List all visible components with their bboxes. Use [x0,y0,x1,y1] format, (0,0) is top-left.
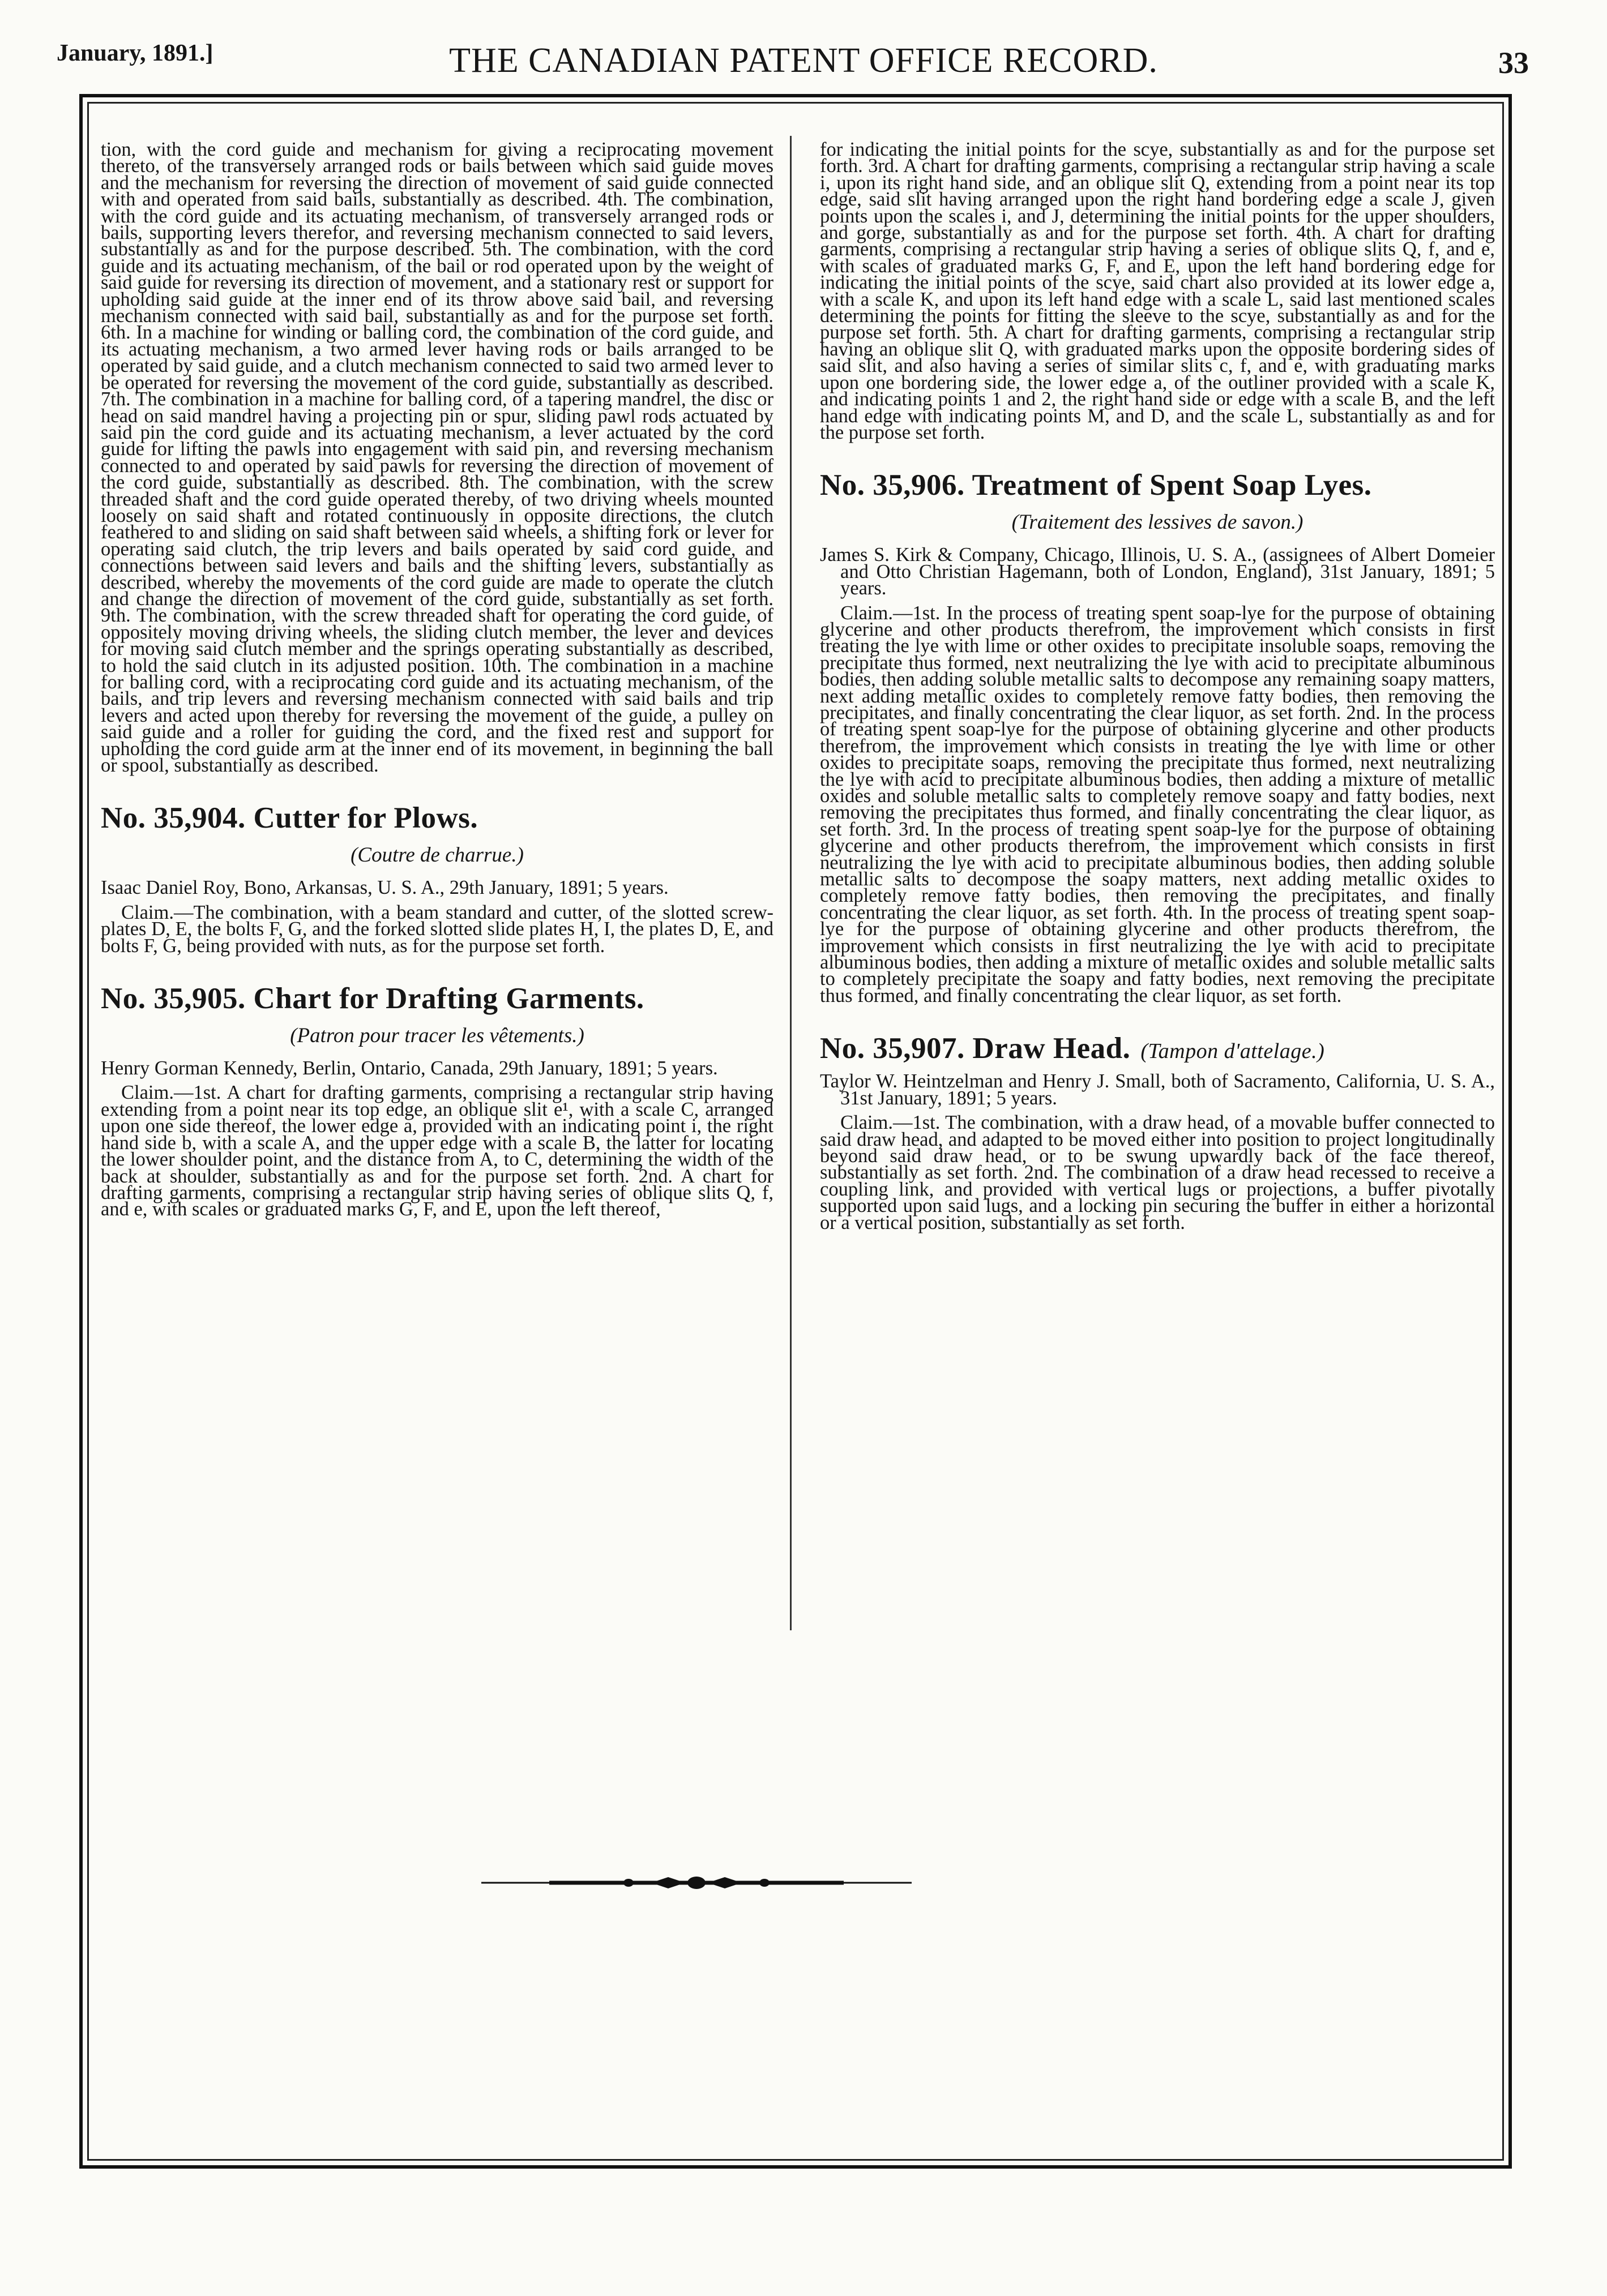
patent-entry-35904 [101,801,773,957]
entry-claim: Claim.—1st. The combination, with a draw head, of a movable buffer connected to said draw head, and adapted to be moved either into position to project longitudinally beyond said draw head, or to be swung upwardly back of the face thereof, substantially as set forth. 2nd. The combination of a draw head recessed to receive a coupling link, and provided with vertical lugs or projections, a buffer pivotally supported upon said lugs, and a locking pin securing the buffer in either a horizontal or a vertical position, substantially as set forth. [820,1112,1495,1233]
page-number: 33 [1498,46,1529,80]
entry-inventor: Taylor W. Heintzelman and Henry J. Small, both of Sacramento, California, U. S. A., 31st January, 1891; 5 years. [820,1070,1495,1109]
ornament-divider-icon [481,1871,912,1894]
entry-french-title: (Tampon d'attelage.) [1140,1039,1325,1064]
entry-claim: Claim.—1st. In the process of treating spent soap-lye for the purpose of obtaining glycerine and other products therefrom, the improvement which consists in first treating the lye with lime or other oxides to precipitate insoluble soaps, removing the precipitate thus formed, next neutralizing the lye with acid to precipitate albuminous bodies, then adding soluble metallic salts to decompose any remaining soapy matters, next adding metallic oxides to completely remove fatty bodies, then removing the precipitates, and finally concentrating the clear liquor, as set forth. 2nd. In the process of treating spent soap-lye for the purpose of obtaining glycerine and other products therefrom, the improvement which consists in treating the lye with lime or other oxides to precipitate soaps, removing the precipitate thus formed, next neutralizing the lye with acid to precipitate albuminous bodies, then adding a mixture of metallic oxides and soluble metallic salts to completely remove soapy and fatty bodies, next removing the precipitates thus formed, and finally concentrating the clear liquor, as set forth. 3rd. In the process of treating spent soap-lye for the purpose of obtaining glycerine and other products therefrom, the improvement which consists in first neutralizing the lye with acid to precipitate albuminous bodies, then adding soluble metallic salts to decompose the soapy matters, next adding metallic oxides to completely remove fatty bodies, then removing the precipitates, and finally concentrating the clear liquor, as set forth. 4th. In the process of treating spent soap-lye for the purpose of obtaining glycerine and other products therefrom, the improvement which consists in first neutralizing the lye with acid to precipitate albuminous bodies, then adding a mixture of metallic oxides and soluble metallic salts to completely precipitate the soapy and fatty bodies, next removing the precipitate thus formed, and finally concentrating the clear liquor, as set forth. [820,602,1495,1006]
patent-entry-35906 [820,468,1495,1004]
patent-entry-35905 [101,982,773,1218]
entry-inventor: James S. Kirk & Company, Chicago, Illinois, U. S. A., (assignees of Albert Domeier and Otto Christian Hagemann, both of London, England), 31st January, 1891; 5 years. [820,544,1495,599]
entry-title-text: No. 35,907. Draw Head. [820,1032,1131,1065]
patent-entry-35907 [820,1031,1495,1231]
issue-date: January, 1891.] [57,40,213,66]
entry-claim: Claim.—The combination, with a beam standard and cutter, of the slotted screw-plates D, E, the bolts F, G, and the forked slotted slide plates H, I, the plates D, E, and bolts F, G, being provided with nuts, as for the purpose set forth. [101,901,773,957]
page-header [0,0,1607,85]
right-column [820,139,1495,1233]
entry-inventor: Isaac Daniel Roy, Bono, Arkansas, U. S. A., 29th January, 1891; 5 years. [101,877,669,899]
publication-title: THE CANADIAN PATENT OFFICE RECORD. [449,41,1158,80]
continuation-text: for indicating the initial points for the scye, substantially as and for the purpose set forth. 3rd. A chart for drafting garments, comprising a rectangular strip having a scale i, upon its right hand side, and an oblique slit Q, extending from a point near its top edge, said slit having arranged upon the right hand bordering edge a scale J, given points upon the scales i, and J, determining the initial points for the upper shoulders, and gorge, substantially as and for the purpose set forth. 4th. A chart for drafting garments, comprising a rectangular strip having a series of oblique slits Q, f, and e, with scales of graduated marks G, F, and E, upon the left hand bordering edge for indicating the initial points of the scye, said chart also provided at its lower edge a, with a scale K, and upon its left hand edge with a scale L, said last mentioned scales determining the points for fitting the sleeve to the scye, substantially as and for the purpose set forth. 5th. A chart for drafting garments, comprising a rectangular strip having an oblique slit Q, with graduated marks upon the opposite bordering sides of said slit, and also having a series of similar slits c, f, and e, with graduating marks upon one bordering side, the lower edge a, of the outliner provided with a scale K, and indicating points 1 and 2, the right hand side or edge with a scale B, and the left hand edge with indicating points M, and D, and the scale L, substantially as and for the purpose set forth. [820,139,1495,443]
entry-inventor: Henry Gorman Kennedy, Berlin, Ontario, Canada, 29th January, 1891; 5 years. [101,1057,718,1080]
entry-french-title: (Traitement des lessives de savon.) [1011,511,1303,534]
entry-claim: Claim.—1st. A chart for drafting garments, comprising a rectangular strip having extending from a point near its top edge, an oblique slit e¹, with a scale C, arranged upon one side thereof, the lower edge a, provided with an indicating point i, the right hand side b, with a scale A, and the upper edge with a scale B, the latter for locating the lower shoulder point, and the distance from A, to C, determining the width of the back at shoulder, substantially as and for the purpose set forth. 2nd. A chart for drafting garments, comprising a rectangular strip having series of oblique slits Q, f, and e, with scales or graduated marks G, F, and E, upon the left thereof, [101,1082,773,1220]
continuation-text: tion, with the cord guide and mechanism for giving a reciprocating movement thereto, of the transversely arranged rods or bails between which said guide moves and the mechanism for reversing the direction of movement of said guide connected with and operated from said bails, substantially as described. 4th. The combination, with the cord guide and its actuating mechanism, of transversely arranged rods or bails, supporting levers therefor, and reversing mechanism connected to said levers, substantially as and for the purpose described. 5th. The combination, with the cord guide and its actuating mechanism, of the bail or rod operated upon by the weight of said guide for reversing its direction of movement, and a stationary rest or support for upholding said guide at the inner end of its throw above said bail, and reversing mechanism connected with said bail, substantially as and for the purpose set forth. 6th. In a machine for winding or balling cord, the combination of the cord guide, and its actuating mechanism, a two armed lever having rods or bails arranged to be operated by said guide, and a clutch mechanism connected to said two armed lever to be operated for reversing the movement of the cord guide, substantially as described. 7th. The combination in a machine for balling cord, of a tapering mandrel, the disc or head on said mandrel having a projecting pin or spur, sliding pawl rods actuated by said pin the cord guide and its actuating mechanism, a lever actuated by the cord guide for lifting the pawls into engagement with said pin, and reversing mechanism connected to and operated by said pawls for reversing the direction of movement of the cord guide, substantially as described. 8th. The combination, with the screw threaded shaft and the cord guide operated thereby, of two driving wheels mounted loosely on said shaft and rotated continuously in opposite directions, the clutch feathered to and sliding on said shaft between said wheels, a shifting fork or lever for operating said clutch, the trip levers and bails operated by said cord guide, and connections between said levers and bails and the shifting levers, substantially as described, whereby the movements of the cord guide are made to operate the clutch and change the direction of movement of the cord guide, substantially as set forth. 9th. The combination, with the screw threaded shaft for operating the cord guide, of oppositely moving driving wheels, the sliding clutch member, the lever and devices for moving said clutch member and the springs operating substantially as described, to hold the said clutch in its adjusted position. 10th. The combination in a machine for balling cord, with a reciprocating cord guide and its actuating mechanism, of the bails, and trip levers and reversing mechanism connected with said bails and trip levers and acted upon thereby for reversing the movement of the guide, a pulley on said guide and a roller for guiding the cord, and the fixed rest and support for upholding the cord guide arm at the inner end of its movement, in beginning the ball or spool, substantially as described. [101,139,773,777]
entry-french-title: (Patron pour tracer les vêtements.) [290,1024,584,1048]
entry-title: No. 35,905. Chart for Drafting Garments. [101,982,644,1016]
column-divider [790,136,792,1630]
entry-title [820,1031,1495,1065]
entry-title: No. 35,904. Cutter for Plows. [101,802,478,835]
left-column [101,139,773,1220]
entry-title: No. 35,906. Treatment of Spent Soap Lyes. [820,469,1372,502]
entry-french-title: (Coutre de charrue.) [351,843,524,867]
